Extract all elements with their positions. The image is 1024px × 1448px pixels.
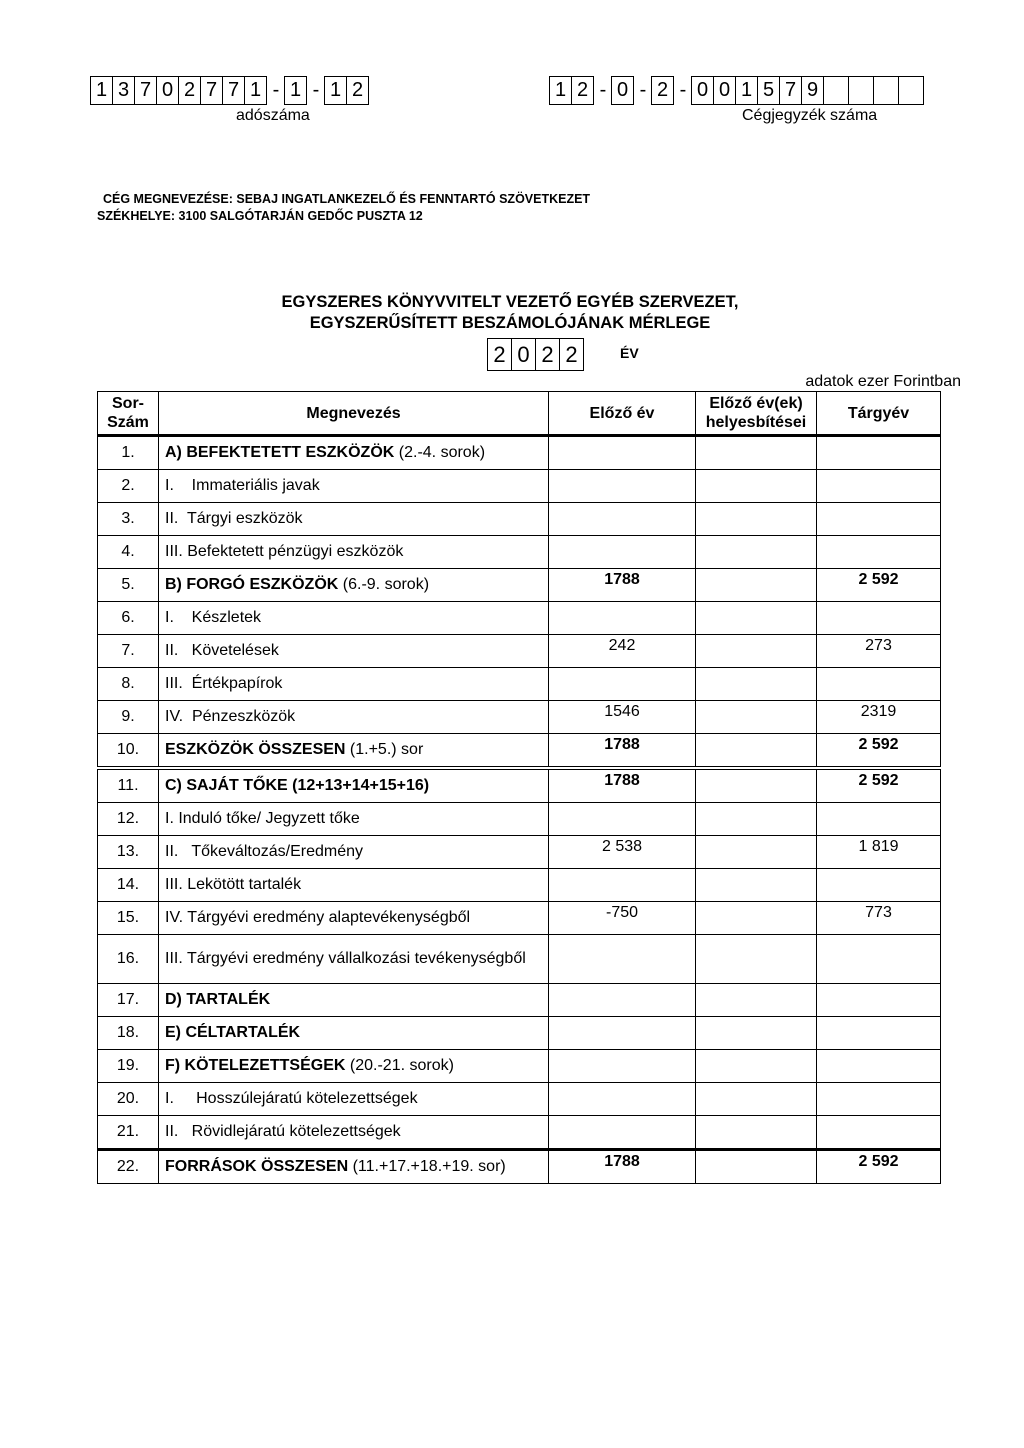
header-previous-year: Előző év xyxy=(549,392,696,436)
value-corr xyxy=(696,668,817,701)
separator-dash: - xyxy=(312,79,320,101)
table-row xyxy=(98,1017,941,1050)
row-number: 22. xyxy=(98,1150,159,1184)
row-name xyxy=(159,1150,549,1184)
value-corr xyxy=(696,470,817,503)
value-corr xyxy=(696,984,817,1017)
row-name xyxy=(159,503,549,536)
row-name-bold: A) BEFEKTETETT ESZKÖZÖK xyxy=(165,444,395,461)
row-name xyxy=(159,436,549,470)
digit-box: 0 xyxy=(611,76,634,105)
row-name-text: (11.+17.+18.+19. sor) xyxy=(348,1158,506,1175)
table-row xyxy=(98,1083,941,1116)
value-curr: 1 819 xyxy=(817,836,941,869)
row-name-text: IV. Tárgyévi eredmény alaptevékenységből xyxy=(165,909,471,926)
row-name-bold: E) CÉLTARTALÉK xyxy=(165,1024,301,1041)
value-curr: 2 592 xyxy=(817,770,941,803)
table-row xyxy=(98,701,941,734)
row-number: 6. xyxy=(98,602,159,635)
value-curr: 273 xyxy=(817,635,941,668)
row-name xyxy=(159,935,549,984)
row-number: 11. xyxy=(98,770,159,803)
year-digit-box: 0 xyxy=(511,338,536,371)
row-name xyxy=(159,869,549,902)
row-number: 2. xyxy=(98,470,159,503)
digit-box: 0 xyxy=(691,76,714,105)
row-number: 4. xyxy=(98,536,159,569)
value-corr xyxy=(696,436,817,470)
row-number: 7. xyxy=(98,635,159,668)
value-prev xyxy=(549,470,696,503)
value-corr xyxy=(696,1150,817,1184)
value-prev xyxy=(549,935,696,984)
liabilities-table xyxy=(97,769,941,1184)
value-curr: 2 592 xyxy=(817,1150,941,1184)
row-name xyxy=(159,602,549,635)
row-number: 1. xyxy=(98,436,159,470)
value-corr xyxy=(696,869,817,902)
row-name-text: III. Befektetett pénzügyi eszközök xyxy=(165,543,404,560)
tax-number-caption: adószáma xyxy=(236,107,310,124)
row-name xyxy=(159,902,549,935)
row-name-text: (1.+5.) sor xyxy=(345,741,424,758)
value-prev: 242 xyxy=(549,635,696,668)
table-row xyxy=(98,770,941,803)
header-current-year: Tárgyév xyxy=(817,392,941,436)
digit-box: 2 xyxy=(178,76,201,105)
row-name-text: (2.-4. sorok) xyxy=(394,444,486,461)
row-number: 10. xyxy=(98,734,159,767)
row-number: 13. xyxy=(98,836,159,869)
separator-dash: - xyxy=(679,79,687,101)
row-number: 15. xyxy=(98,902,159,935)
row-name-text: III. Lekötött tartalék xyxy=(165,876,302,893)
row-name xyxy=(159,984,549,1017)
table-row xyxy=(98,836,941,869)
row-number: 16. xyxy=(98,935,159,984)
digit-box: 0 xyxy=(156,76,179,105)
digit-box: 7 xyxy=(200,76,223,105)
separator-dash: - xyxy=(272,79,280,101)
table-row xyxy=(98,668,941,701)
value-prev: -750 xyxy=(549,902,696,935)
value-corr xyxy=(696,536,817,569)
registry-number-caption: Cégjegyzék száma xyxy=(742,107,878,124)
table-row xyxy=(98,902,941,935)
value-prev xyxy=(549,1017,696,1050)
row-name-text: II. Követelések xyxy=(165,642,279,659)
row-name xyxy=(159,1050,549,1083)
value-prev xyxy=(549,803,696,836)
value-corr xyxy=(696,734,817,767)
digit-box: 0 xyxy=(713,76,736,105)
digit-box: 2 xyxy=(651,76,674,105)
row-number: 18. xyxy=(98,1017,159,1050)
value-corr xyxy=(696,569,817,602)
digit-box: 2 xyxy=(346,76,369,105)
value-corr xyxy=(696,1116,817,1150)
unit-note: adatok ezer Forintban xyxy=(805,373,961,390)
digit-box: 1 xyxy=(284,76,307,105)
table-row xyxy=(98,602,941,635)
value-curr: 2 592 xyxy=(817,569,941,602)
year-digit-box: 2 xyxy=(535,338,560,371)
row-name-text: II. Rövidlejáratú kötelezettségek xyxy=(165,1123,401,1140)
value-corr xyxy=(696,635,817,668)
value-curr xyxy=(817,1083,941,1116)
row-name-text: I. Készletek xyxy=(165,609,262,626)
value-prev: 1788 xyxy=(549,569,696,602)
value-corr xyxy=(696,935,817,984)
value-prev xyxy=(549,503,696,536)
tax-number-boxes xyxy=(91,76,369,105)
table-row xyxy=(98,1050,941,1083)
row-number: 12. xyxy=(98,803,159,836)
row-name xyxy=(159,470,549,503)
value-curr xyxy=(817,436,941,470)
year-digit-box: 2 xyxy=(487,338,512,371)
value-corr xyxy=(696,1083,817,1116)
value-corr xyxy=(696,770,817,803)
document-title-line1: EGYSZERES KÖNYVVITELT VEZETŐ EGYÉB SZERVEZET, xyxy=(281,293,739,311)
assets-table xyxy=(97,391,941,767)
value-curr xyxy=(817,1050,941,1083)
value-prev xyxy=(549,668,696,701)
digit-box: 1 xyxy=(244,76,267,105)
table-row xyxy=(98,503,941,536)
value-prev: 2 538 xyxy=(549,836,696,869)
table-row xyxy=(98,635,941,668)
table-row xyxy=(98,984,941,1017)
digit-box: 5 xyxy=(757,76,780,105)
registry-number-boxes xyxy=(550,76,924,105)
value-corr xyxy=(696,1017,817,1050)
value-corr xyxy=(696,836,817,869)
row-name xyxy=(159,803,549,836)
row-name xyxy=(159,536,549,569)
separator-dash: - xyxy=(639,79,647,101)
digit-box: 7 xyxy=(134,76,157,105)
separator-dash: - xyxy=(599,79,607,101)
row-name xyxy=(159,569,549,602)
document-title-line2: EGYSZERŰSÍTETT BESZÁMOLÓJÁNAK MÉRLEGE xyxy=(309,314,711,332)
value-corr xyxy=(696,503,817,536)
digit-box: 1 xyxy=(735,76,758,105)
row-name-bold: D) TARTALÉK xyxy=(165,991,271,1008)
row-number: 5. xyxy=(98,569,159,602)
digit-box xyxy=(898,76,924,105)
row-number: 8. xyxy=(98,668,159,701)
row-number: 9. xyxy=(98,701,159,734)
row-name xyxy=(159,701,549,734)
digit-box: 2 xyxy=(571,76,594,105)
table-row xyxy=(98,803,941,836)
row-name-bold: C) SAJÁT TŐKE (12+13+14+15+16) xyxy=(165,777,430,794)
value-prev: 1788 xyxy=(549,770,696,803)
header-corrections: Előző év(ek) helyesbítései xyxy=(696,392,817,436)
value-curr xyxy=(817,1017,941,1050)
value-corr xyxy=(696,1050,817,1083)
row-name-bold: ESZKÖZÖK ÖSSZESEN xyxy=(165,741,346,758)
digit-box: 3 xyxy=(112,76,135,105)
value-curr xyxy=(817,803,941,836)
row-name-text: I. Immateriális javak xyxy=(165,477,320,494)
value-curr xyxy=(817,1116,941,1150)
row-name-bold: F) KÖTELEZETTSÉGEK xyxy=(165,1057,346,1074)
header-name: Megnevezés xyxy=(159,392,549,436)
value-prev xyxy=(549,984,696,1017)
value-curr: 2 592 xyxy=(817,734,941,767)
row-number: 19. xyxy=(98,1050,159,1083)
row-name xyxy=(159,734,549,767)
value-corr xyxy=(696,602,817,635)
digit-box: 7 xyxy=(779,76,802,105)
row-name-text: III. Tárgyévi eredmény vállalkozási tevékenységből xyxy=(165,950,526,967)
row-name-text: III. Értékpapírok xyxy=(165,675,283,692)
row-name-text: I. Induló tőke/ Jegyzett tőke xyxy=(165,810,360,827)
table-row xyxy=(98,569,941,602)
table-row xyxy=(98,1150,941,1184)
value-curr xyxy=(817,536,941,569)
value-curr xyxy=(817,984,941,1017)
digit-box xyxy=(823,76,849,105)
value-prev xyxy=(549,869,696,902)
table-row xyxy=(98,470,941,503)
row-number: 14. xyxy=(98,869,159,902)
year-boxes xyxy=(488,338,584,371)
value-curr xyxy=(817,869,941,902)
row-name xyxy=(159,836,549,869)
company-seat: SZÉKHELYE: 3100 SALGÓTARJÁN GEDŐC PUSZTA 12 xyxy=(97,209,423,223)
value-curr xyxy=(817,602,941,635)
row-name xyxy=(159,1017,549,1050)
row-number: 21. xyxy=(98,1116,159,1150)
digit-box: 1 xyxy=(90,76,113,105)
row-name-bold: FORRÁSOK ÖSSZESEN xyxy=(165,1158,349,1175)
value-curr xyxy=(817,503,941,536)
row-name-text: (20.-21. sorok) xyxy=(345,1057,454,1074)
value-prev xyxy=(549,536,696,569)
row-name xyxy=(159,1083,549,1116)
table-row xyxy=(98,734,941,767)
value-prev xyxy=(549,1050,696,1083)
table-row xyxy=(98,1116,941,1150)
row-name-text: II. Tárgyi eszközök xyxy=(165,510,303,527)
value-prev xyxy=(549,1083,696,1116)
row-name-text: (6.-9. sorok) xyxy=(338,576,430,593)
value-curr xyxy=(817,470,941,503)
table-row xyxy=(98,935,941,984)
row-name xyxy=(159,1116,549,1150)
digit-box xyxy=(848,76,874,105)
table-row xyxy=(98,536,941,569)
value-corr xyxy=(696,701,817,734)
value-prev xyxy=(549,436,696,470)
row-name-text: II. Tőkeváltozás/Eredmény xyxy=(165,843,364,860)
row-name xyxy=(159,635,549,668)
row-name xyxy=(159,770,549,803)
year-digit-box: 2 xyxy=(559,338,584,371)
header-row-number: Sor- Szám xyxy=(98,392,159,436)
digit-box: 7 xyxy=(222,76,245,105)
table-row xyxy=(98,436,941,470)
value-corr xyxy=(696,902,817,935)
row-name-text: IV. Pénzeszközök xyxy=(165,708,296,725)
value-curr: 773 xyxy=(817,902,941,935)
value-prev: 1788 xyxy=(549,1150,696,1184)
digit-box: 1 xyxy=(324,76,347,105)
table-header-row xyxy=(98,392,941,436)
value-prev: 1788 xyxy=(549,734,696,767)
row-name xyxy=(159,668,549,701)
value-corr xyxy=(696,803,817,836)
value-curr xyxy=(817,668,941,701)
row-name-bold: B) FORGÓ ESZKÖZÖK xyxy=(165,576,339,593)
company-name: CÉG MEGNEVEZÉSE: SEBAJ INGATLANKEZELŐ ÉS FENNTARTÓ SZÖVETKEZET xyxy=(103,192,591,206)
year-label: ÉV xyxy=(620,345,639,361)
digit-box: 1 xyxy=(549,76,572,105)
row-number: 20. xyxy=(98,1083,159,1116)
row-number: 3. xyxy=(98,503,159,536)
table-row xyxy=(98,869,941,902)
value-prev xyxy=(549,602,696,635)
row-name-text: I. Hosszúlejáratú kötelezettségek xyxy=(165,1090,418,1107)
value-prev: 1546 xyxy=(549,701,696,734)
digit-box: 9 xyxy=(801,76,824,105)
digit-box xyxy=(873,76,899,105)
row-number: 17. xyxy=(98,984,159,1017)
value-curr xyxy=(817,935,941,984)
value-curr: 2319 xyxy=(817,701,941,734)
value-prev xyxy=(549,1116,696,1150)
